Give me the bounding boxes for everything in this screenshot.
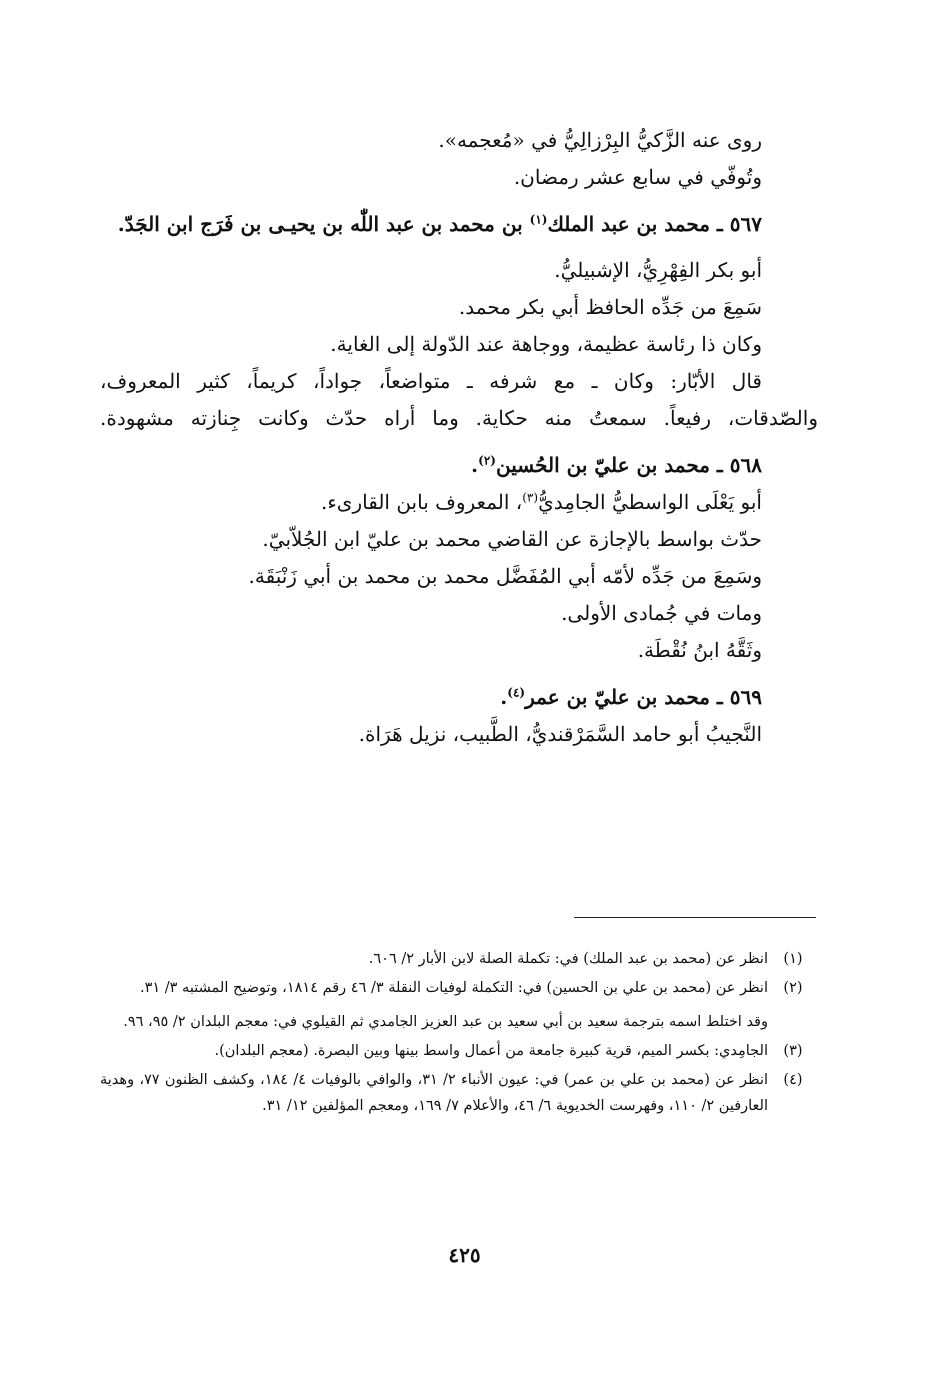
text-line bbox=[100, 484, 818, 521]
footnote-text: انظر عن (محمد بن عبد الملك) في: تكملة الصلة لابن الأبار ٢/ ٦٠٦. bbox=[368, 951, 768, 967]
text-line: سَمِعَ من جَدِّه الحافظ أبي بكر محمد. bbox=[458, 295, 762, 319]
text-segment: أبو يَعْلَى الواسطيُّ الجامِديُّ bbox=[538, 490, 762, 514]
text-line: وكان ذا رئاسة عظيمة، ووجاهة عند الدّولة إلى الغاية. bbox=[330, 332, 762, 356]
heading-text: بن محمد بن عبد اللّٰه بن يحيـى بن فَرَج ابن الجَدّ. bbox=[117, 212, 530, 236]
entry-heading-568 bbox=[100, 447, 818, 484]
text-segment: ، المعروف بابن القارىء. bbox=[321, 490, 523, 514]
footnote-text: انظر عن (محمد بن علي بن الحسين) في: التكملة لوفيات النقلة ٣/ ٤٦ رقم ١٨١٤، وتوضيح المشتبه ٣/ ٣١. bbox=[139, 980, 768, 996]
footnote-marker: (٣) bbox=[522, 490, 539, 505]
text-line: أبو بكر الفِهْرِيُّ، الإشبيليُّ. bbox=[554, 258, 762, 282]
page-number: ٤٢٥ bbox=[448, 1243, 481, 1267]
heading-text: . bbox=[471, 453, 479, 477]
footnote bbox=[100, 1067, 818, 1119]
entry-heading-569 bbox=[100, 679, 818, 716]
text-line: النَّجيبُ أبو حامد السَّمَرْقنديُّ، الطَّبيب، نزيل هَرَاة. bbox=[358, 722, 762, 746]
footnote-marker: (٢) bbox=[478, 453, 496, 468]
main-text bbox=[100, 122, 818, 753]
text-line: حدّث بواسط بالإجازة عن القاضي محمد بن عليّ ابن الجُلاّبيّ. bbox=[262, 527, 762, 551]
heading-text: ٥٦٩ ـ محمد بن عليّ بن عمر bbox=[525, 685, 762, 709]
footnote-divider bbox=[574, 917, 816, 918]
heading-text: ٥٦٧ ـ محمد بن عبد الملك bbox=[547, 212, 762, 236]
footnote bbox=[100, 975, 818, 1001]
text-line: روى عنه الزَّكيُّ البِرْزالِيُّ في «مُعجمه». bbox=[438, 128, 762, 152]
text-line: ومات في جُمادى الأولى. bbox=[561, 601, 762, 625]
text-line: وتُوفّي في سابع عشر رمضان. bbox=[513, 165, 762, 189]
entry-heading-567 bbox=[100, 206, 818, 243]
text-line: والصّدقات، رفيعاً. سمعتُ منه حكاية. وما أراه حدّث وكانت جِنازته مشهودة. bbox=[100, 406, 818, 430]
footnote-number: (٢) bbox=[783, 980, 803, 996]
footnote-text: انظر عن (محمد بن علي بن عمر) في: عيون الأنباء ٢/ ٣١، والوافي بالوفيات ٤/ ١٨٤، وكشف الظنون ٧٧، وهدية العارفين ٢/ ١١٠، وفهرست الخديوية ٦/ ٤٦، والأعلام ٧/ ١٦٩، ومعجم المؤلفين ١٢/ ٣١. bbox=[100, 1072, 769, 1114]
text-line: وثَقَّهُ ابنُ نُقْطَة. bbox=[637, 638, 762, 662]
footnotes bbox=[100, 946, 818, 1122]
text-line: وسَمِعَ من جَدِّه لأمّه أبي المُفَضَّل محمد بن محمد بن أبي زَنْبَقَة. bbox=[248, 564, 762, 588]
footnote-number: (١) bbox=[783, 951, 803, 967]
footnote-marker: (١) bbox=[529, 212, 548, 227]
heading-text: ٥٦٨ ـ محمد بن عليّ بن الحُسين bbox=[495, 453, 762, 477]
footnote bbox=[100, 1038, 818, 1064]
footnote-continuation: وقد اختلط اسمه بترجمة سعيد بن أبي سعيد بن عبد العزيز الجامدي ثم القيلوي في: معجم البلدان ٢/ ٩٥، ٩٦. bbox=[123, 1014, 768, 1030]
footnote-text: الجامِدي: بكسر الميم، قرية كبيرة جامعة من أعمال واسط بينها وبين البصرة. (معجم البلدان). bbox=[214, 1043, 768, 1059]
heading-text: . bbox=[500, 685, 508, 709]
footnote-number: (٣) bbox=[783, 1043, 803, 1059]
footnote-marker: (٤) bbox=[507, 685, 526, 700]
text-line: قال الأبّار: وكان ـ مع شرفه ـ متواضعاً، جواداً، كريماً، كثير المعروف، bbox=[100, 369, 762, 393]
footnote-number: (٤) bbox=[783, 1072, 803, 1088]
footnote bbox=[100, 946, 818, 972]
